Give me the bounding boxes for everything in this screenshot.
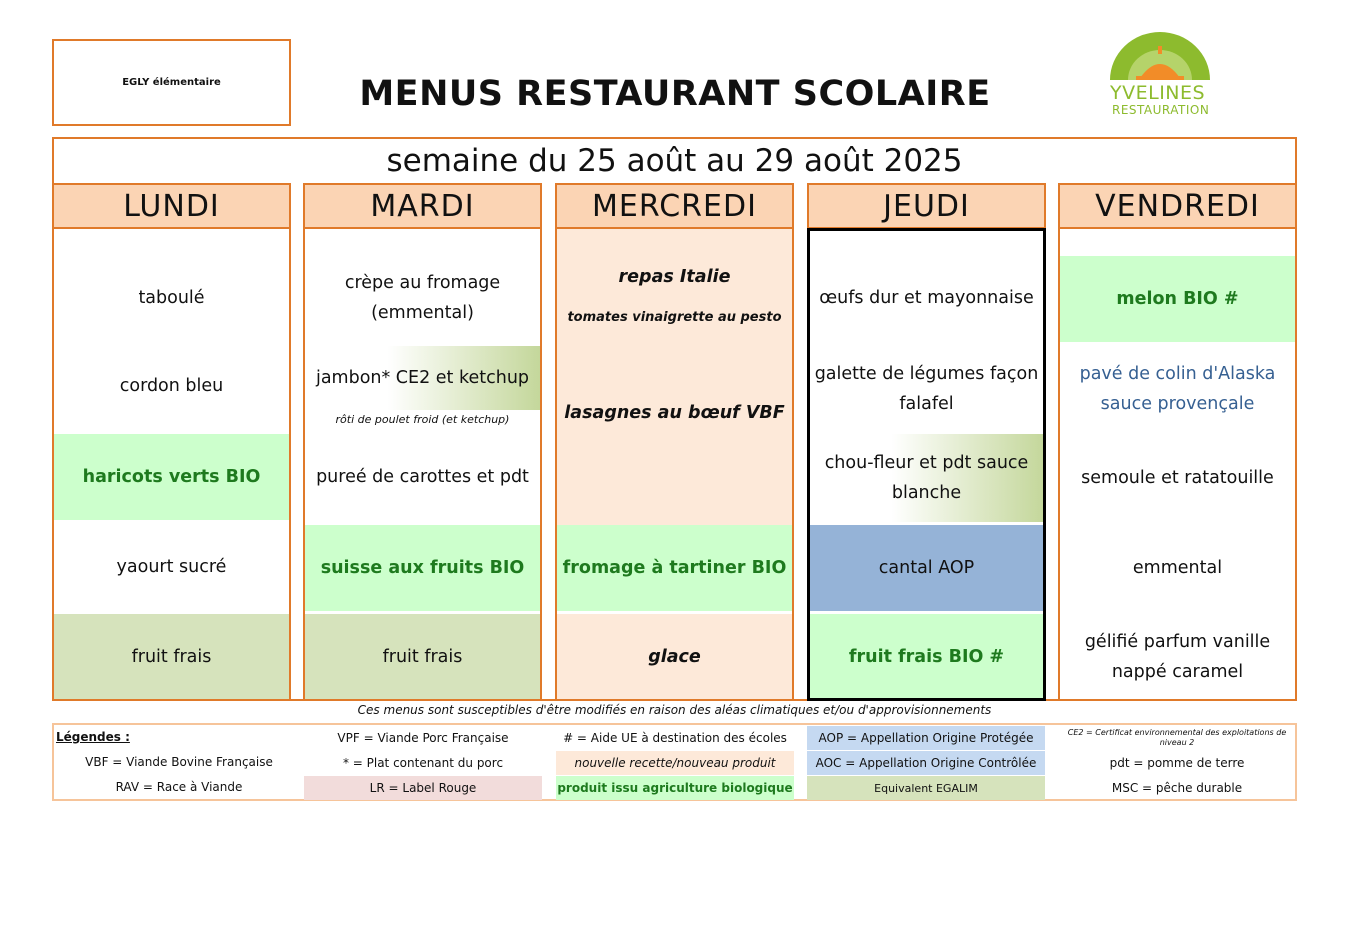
starter-lundi: taboulé — [138, 288, 205, 308]
dairy-mardi: suisse aux fruits BIO — [305, 525, 540, 611]
school-name: EGLY élémentaire — [122, 77, 221, 88]
week-title: semaine du 25 août au 29 août 2025 — [386, 143, 963, 179]
legend-vbf: VBF = Viande Bovine Française — [85, 755, 273, 769]
dessert-mercredi: glace — [557, 614, 792, 699]
dairy-mercredi: fromage à tartiner BIO — [557, 525, 792, 611]
yvelines-restauration-logo — [1090, 28, 1230, 123]
legend-vpf: VPF = Viande Porc Française — [337, 731, 509, 745]
main-vendredi: pavé de colin d'Alaska sauce provençale — [1079, 364, 1276, 414]
day-header-jeudi: JEUDI — [809, 183, 1044, 229]
legend-porc: * = Plat contenant du porc — [342, 756, 504, 770]
dessert-lundi: fruit frais — [54, 614, 289, 699]
starter-jeudi: œufs dur et mayonnaise — [819, 288, 1034, 308]
legend-egalim: Equivalent EGALIM — [807, 776, 1045, 800]
legend-box — [52, 723, 1297, 801]
legend-aop: AOP = Appellation Origine Protégée — [807, 726, 1045, 750]
column-mercredi — [555, 183, 794, 701]
legend-lr: LR = Label Rouge — [304, 776, 542, 800]
dessert-vendredi: gélifié parfum vanille nappé caramel — [1084, 631, 1271, 682]
column-mardi — [303, 183, 542, 701]
theme-mercredi: repas Italie — [618, 267, 731, 287]
side-jeudi: chou-fleur et pdt sauce blanche — [809, 434, 1044, 522]
main-lundi: cordon bleu — [119, 376, 224, 396]
column-vendredi — [1058, 183, 1297, 701]
main-mardi: jambon* CE2 et ketchup — [305, 346, 540, 410]
dairy-jeudi: cantal AOP — [809, 525, 1044, 611]
dairy-lundi: yaourt sucré — [116, 557, 227, 577]
logo-sun-icon — [1090, 28, 1230, 88]
legend-ue: # = Aide UE à destination des écoles — [563, 731, 787, 745]
side-lundi: haricots verts BIO — [54, 434, 289, 520]
legend-aoc: AOC = Appellation Origine Contrôlée — [807, 751, 1045, 775]
starter-mardi: crèpe au fromage (emmental) — [344, 273, 501, 323]
dessert-mardi: fruit frais — [305, 614, 540, 699]
day-header-lundi: LUNDI — [54, 183, 289, 229]
legend-ce2: CE2 = Certificat environnemental des exploitations de niveau 2 — [1067, 728, 1287, 747]
column-lundi — [52, 183, 291, 701]
side-mardi: pureé de carottes et pdt — [316, 467, 529, 487]
legend-bio: produit issu agriculture biologique — [556, 776, 794, 800]
day-header-mardi: MARDI — [305, 183, 540, 229]
logo-text-yvelines: YVELINES — [1110, 82, 1206, 104]
legend-msc: MSC = pêche durable — [1111, 781, 1243, 795]
school-name-box — [52, 39, 291, 126]
side-vendredi: semoule et ratatouille — [1081, 468, 1274, 488]
main-jeudi: galette de légumes façon falafel — [814, 364, 1039, 414]
starter-vendredi: melon BIO # — [1060, 256, 1295, 342]
day-header-mercredi: MERCREDI — [557, 183, 792, 229]
column-jeudi — [807, 183, 1046, 701]
logo-text-restauration: RESTAURATION — [1112, 103, 1210, 117]
main-mardi-alternative: rôti de poulet froid (et ketchup) — [335, 413, 510, 426]
main-mercredi: lasagnes au bœuf VBF — [564, 403, 785, 423]
dairy-vendredi: emmental — [1132, 558, 1223, 578]
starter-mercredi: tomates vinaigrette au pesto — [567, 310, 782, 325]
page-title: MENUS RESTAURANT SCOLAIRE — [359, 74, 991, 114]
dessert-jeudi: fruit frais BIO # — [809, 614, 1044, 699]
legend-rav: RAV = Race à Viande — [115, 780, 243, 794]
legend-title: Légendes : — [56, 730, 130, 744]
legend-pdt: pdt = pomme de terre — [1109, 756, 1245, 770]
day-header-vendredi: VENDREDI — [1060, 183, 1295, 229]
legend-nouveau: nouvelle recette/nouveau produit — [556, 751, 794, 775]
disclaimer-note: Ces menus sont susceptibles d'être modifiés en raison des aléas climatiques et/ou d'approvisionnements — [357, 703, 992, 717]
